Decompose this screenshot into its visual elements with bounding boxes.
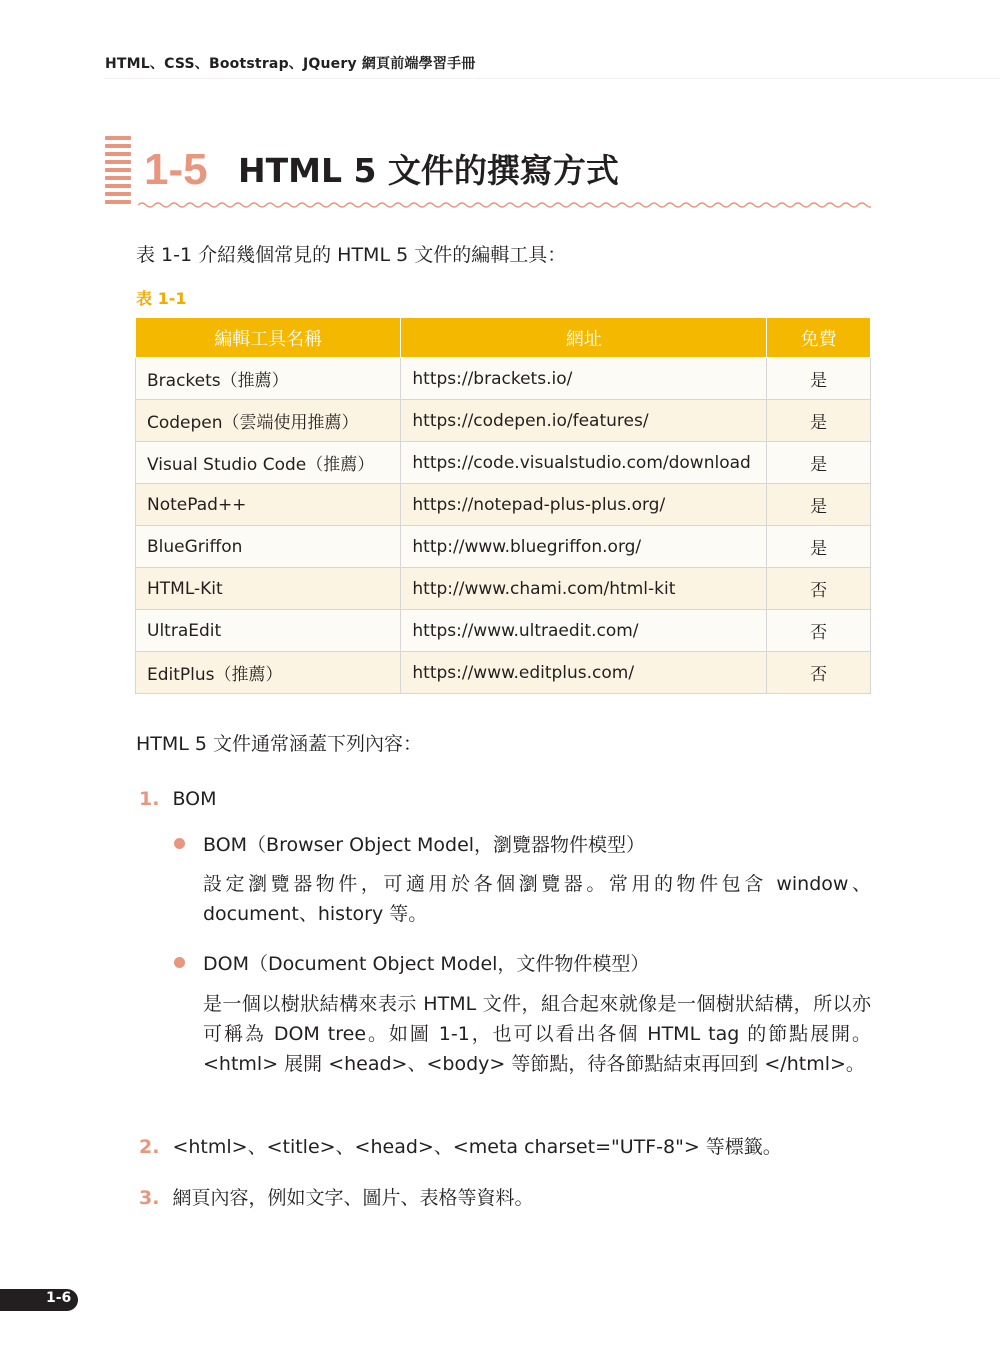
bullet-dot-icon <box>174 838 185 849</box>
header-tool-name: 編輯工具名稱 <box>136 318 401 358</box>
table-intro-text: 表 1-1 介紹幾個常見的 HTML 5 文件的編輯工具： <box>136 244 567 266</box>
tool-name: BlueGriffon <box>136 526 401 568</box>
tool-free: 是 <box>767 358 871 400</box>
bullet-body-dom: 是一個以樹狀結構來表示 HTML 文件，組合起來就像是一個樹狀結構，所以亦可稱為 DOM tree。如圖 1-1，也可以看出各個 HTML tag 的節點展開。<html> 展開 <head>、<body> 等節點，待各節點結束再回到 </html>。 <box>203 993 871 1075</box>
tool-url: https://notepad-plus-plus.org/ <box>401 484 767 526</box>
tool-name: EditPlus（推薦） <box>136 652 401 694</box>
header-divider <box>105 78 1000 79</box>
table-row <box>136 526 871 568</box>
table-row <box>136 400 871 442</box>
header-url: 網址 <box>401 318 767 358</box>
tool-name: Visual Studio Code（推薦） <box>136 442 401 484</box>
tool-url: https://codepen.io/features/ <box>401 400 767 442</box>
tool-free: 否 <box>767 652 871 694</box>
list-item-content <box>139 1183 533 1210</box>
table-row <box>136 652 871 694</box>
tool-url: http://www.bluegriffon.org/ <box>401 526 767 568</box>
table-row <box>136 358 871 400</box>
section-title: HTML 5 文件的撰寫方式 <box>238 151 619 190</box>
tool-free: 是 <box>767 526 871 568</box>
wavy-divider <box>138 200 871 210</box>
bullet-title-bom: BOM（Browser Object Model，瀏覽器物件模型） <box>203 834 646 856</box>
list-text: 網頁內容，例如文字、圖片、表格等資料。 <box>172 1187 534 1209</box>
tool-url: https://brackets.io/ <box>401 358 767 400</box>
header-free: 免費 <box>767 318 871 358</box>
table-caption: 表 1-1 <box>136 289 187 308</box>
bullet-dot-icon <box>174 957 185 968</box>
tool-free: 是 <box>767 484 871 526</box>
tool-name: UltraEdit <box>136 610 401 652</box>
bullet-body-bom: 設定瀏覽器物件，可適用於各個瀏覽器。常用的物件包含 window、document、history 等。 <box>203 873 871 925</box>
list-number: 1. <box>139 788 160 810</box>
list-number: 3. <box>139 1187 160 1209</box>
table-row <box>136 484 871 526</box>
editor-tools-table <box>135 317 871 694</box>
tool-url: https://code.visualstudio.com/download <box>401 442 767 484</box>
tool-free: 否 <box>767 610 871 652</box>
tool-name: Brackets（推薦） <box>136 358 401 400</box>
tool-name: Codepen（雲端使用推薦） <box>136 400 401 442</box>
tool-url: https://www.editplus.com/ <box>401 652 767 694</box>
page-number: 1-6 <box>46 1290 72 1306</box>
tool-free: 否 <box>767 568 871 610</box>
tool-url: https://www.ultraedit.com/ <box>401 610 767 652</box>
tool-free: 是 <box>767 400 871 442</box>
bullet-title-dom: DOM（Document Object Model，文件物件模型） <box>203 953 650 975</box>
list-text: <html>、<title>、<head>、<meta charset="UTF-8"> 等標籤。 <box>172 1136 782 1158</box>
content-intro-text: HTML 5 文件通常涵蓋下列內容： <box>136 733 423 755</box>
table-row <box>136 568 871 610</box>
section-number: 1-5 <box>144 145 208 194</box>
running-header: HTML、CSS、Bootstrap、JQuery 網頁前端學習手冊 <box>105 56 476 72</box>
tool-free: 是 <box>767 442 871 484</box>
list-item-bom <box>139 788 217 810</box>
tool-name: HTML-Kit <box>136 568 401 610</box>
tool-name: NotePad++ <box>136 484 401 526</box>
section-marker-icon <box>105 136 131 208</box>
list-text: BOM <box>172 788 217 810</box>
table-header-row <box>136 318 871 358</box>
tool-url: http://www.chami.com/html-kit <box>401 568 767 610</box>
list-item-tags <box>139 1132 782 1159</box>
table-row <box>136 442 871 484</box>
list-number: 2. <box>139 1136 160 1158</box>
table-row <box>136 610 871 652</box>
